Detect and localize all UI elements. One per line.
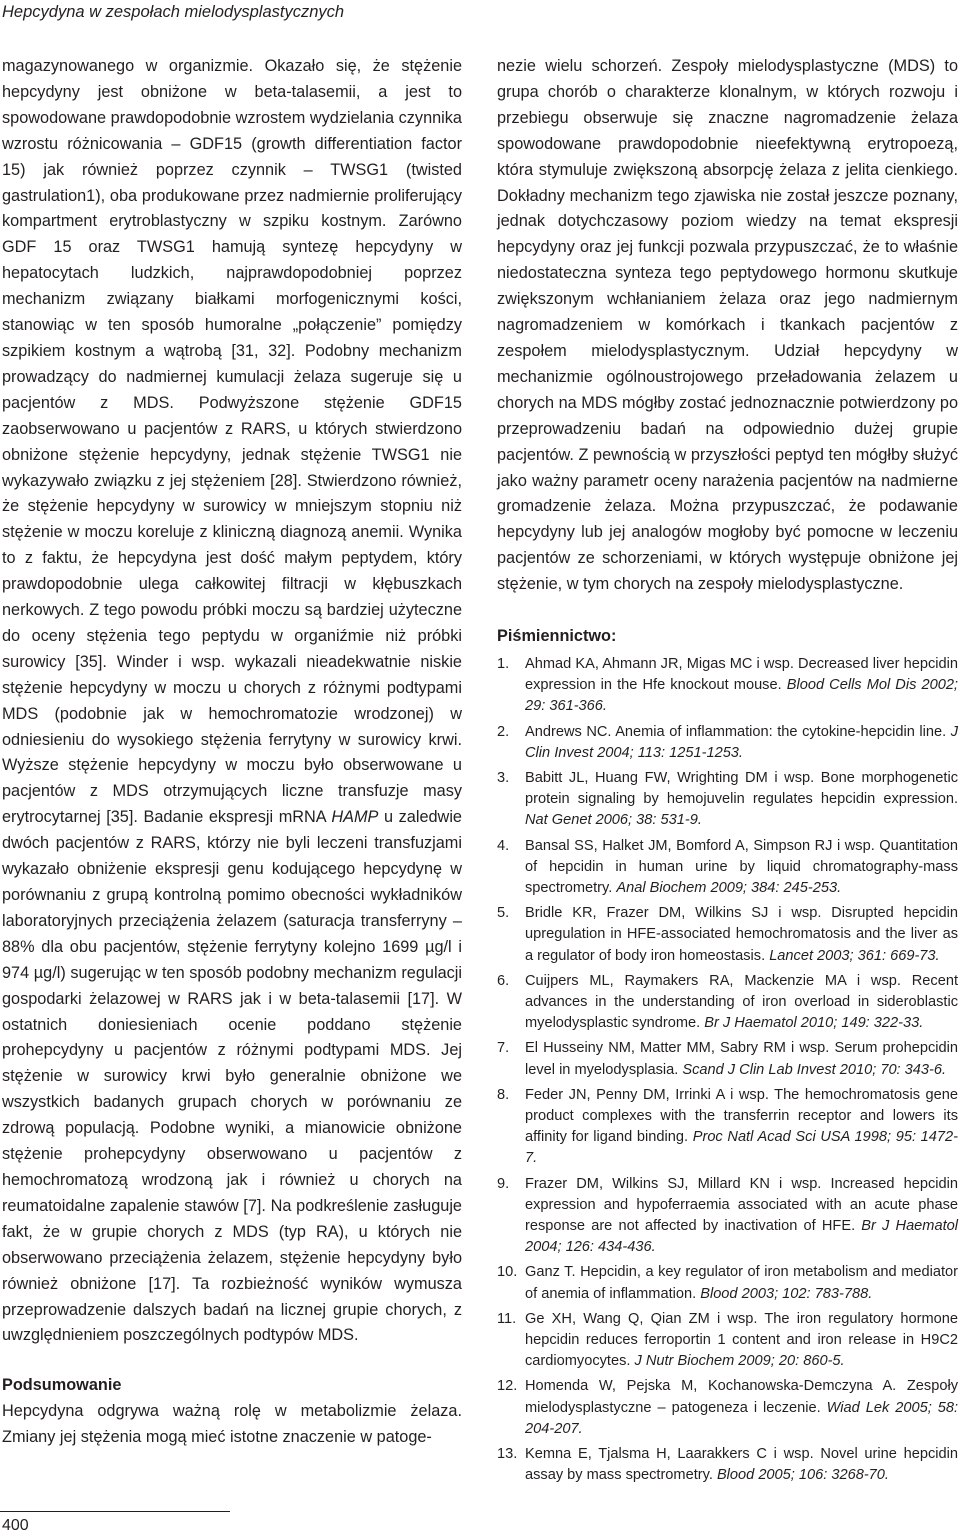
reference-citation: Wiad Lek 2005; 58: 204-207. bbox=[525, 1399, 959, 1437]
reference-number: 13. bbox=[497, 1446, 518, 1463]
reference-number: 7. bbox=[497, 1040, 510, 1057]
reference-citation: Proc Natl Acad Sci USA 1998; 95: 1472-7. bbox=[525, 1129, 958, 1167]
reference-item bbox=[497, 836, 958, 900]
body-text-left bbox=[2, 54, 462, 1349]
reference-text: Feder JN, Penny DM, Irrinki A i wsp. The hemochromatosis gene product complexes with the transferrin receptor and lowers its affinity for ligand binding. bbox=[525, 1086, 958, 1146]
reference-number: 5. bbox=[497, 905, 510, 922]
reference-item bbox=[497, 971, 958, 1035]
reference-text: Kemna E, Tjalsma H, Laarakkers C i wsp. Novel urine hepcidin assay by mass spectrometry. bbox=[525, 1446, 958, 1484]
running-header: Hepcydyna w zespołach mielodysplastycznych bbox=[2, 3, 345, 21]
reference-text: Frazer DM, Wilkins SJ, Millard KN i wsp. Increased hepcidin expression and hypoferraemia associated with an acute phase response are not affected by inactivation of HFE. bbox=[525, 1175, 958, 1235]
reference-citation: Br J Haematol 2004; 126: 434-436. bbox=[525, 1218, 958, 1256]
reference-text: El Husseiny NM, Matter MM, Sabry RM i wsp. Serum prohepcidin level in myelodysplasia. bbox=[525, 1040, 958, 1078]
reference-citation: Br J Haematol 2010; 149: 322-33. bbox=[704, 1015, 924, 1032]
reference-text: Ge XH, Wang Q, Qian ZM i wsp. The iron regulatory hormone hepcidin reduces ferroportin 1 content and iron release in H9C2 cardiomyocytes. bbox=[525, 1310, 958, 1370]
reference-number: 8. bbox=[497, 1086, 510, 1103]
reference-number: 10. bbox=[497, 1264, 518, 1281]
body-text-part-1: magazynowanego w organizmie. Okazało się, że stężenie hepcydyny jest obniżone w beta-talasemii, a jest to spowodowane prawdopodobnie wzrostem wydzielania czynnika wzrostu różnicowania – GDF15 (growth differentiation factor 15) jak również poprzez czynnik – TWSG1 (twisted gastrulation1), oba produkowane przez nadmiernie proliferujący kompartment erytroblastyczny w szpiku kostnym. Zarówno GDF 15 oraz TWSG1 hamują syntezę hepcydyny w hepatocytach ludzkich, najprawdopodobniej poprzez mechanizm związany białkami morfogenicznymi kości, stanowiąc w ten sposób humoralne „połączenie” pomiędzy szpikiem kostnym a wątrobą [31, 32]. Podobny mechanizm prowadzący do nadmiernej kumulacji żelaza sugeruje się u pacjentów z MDS. Podwyższone stężenie GDF15 zaobserwowano u pacjentów z RARS, u których stwierdzono obniżone stężenie hepcydyny, jednak stężenie TWSG1 nie wykazywało związku z jej stężeniem [28]. Stwierdzono również, że stężenie hepcydyny w surowicy w mniejszym stopniu niż stężenie w moczu koreluje z kliniczną diagnozą anemii. Wynika to z faktu, że hepcydyna jest dość małym peptydem, który prawdopodobnie ulega całkowitej filtracji w kłębuszkach nerkowych. Z tego powodu próbki moczu są bardziej użyteczne do oceny stężenia tego peptydu w organiźmie niż próbki surowicy [35]. Winder i wsp. wykazali nieadekwatnie niskie stężenie hepcydyny w moczu u chorych z różnymi podtypami MDS (podobnie jak w hemochromatozie wrodzonej) w odniesieniu do wysokiego stężenia ferrytyny w surowicy krwi. Wyższe stężenie hepcydyny w moczu było obserwowane u pacjentów z MDS otrzymujących liczne transfuzje masy erytrocytarnej [35]. Badanie ekspresji mRNA bbox=[2, 57, 462, 827]
reference-citation: Nat Genet 2006; 38: 531-9. bbox=[525, 812, 702, 829]
reference-citation: Blood 2005; 106: 3268-70. bbox=[716, 1467, 889, 1484]
summary-heading: Podsumowanie bbox=[2, 1376, 122, 1395]
reference-item bbox=[497, 1174, 958, 1259]
reference-citation: J Clin Invest 2004; 113: 1251-1253. bbox=[525, 723, 958, 761]
body-text-right: nezie wielu schorzeń. Zespoły mielodysplastyczne (MDS) to grupa chorób o charakterze klonalnym, w których rozwoju i przebiegu obserwuje się znaczne nagromadzenie żelaza spowodowane prawdopodobnie nieefektywną erytropoezą, która stymuluje zwiększoną absorpcję żelaza z jelita cienkiego. Dokładny mechanizm tego zjawiska nie został jeszcze poznany, jednak dotychczasowy poziom wiedzy na temat ekspresji hepcydyny oraz jej funkcji pozwala przypuszczać, że to właśnie niedostateczna synteza tego peptydowego hormonu skutkuje zwiększonym wchłanianiem żelaza oraz jego nadmiernym nagromadzeniem w komórkach i tkankach pacjentów z zespołem mielodysplastycznym. Udział hepcydyny w mechanizmie ogólnoustrojowego przeładowania żelazem u chorych na MDS mógłby zostać jednoznacznie potwierdzony po przeprowadzeniu badań na odpowiednio dużej grupie pacjentów. Z pewnością w przyszłości peptyd ten mógłby służyć jako ważny parametr oceny narażenia pacjentów na nadmierne gromadzenie żelaza. Można przypuszczać, że podawanie hepcydyny lub jej analogów mogłoby być pomocne w leczeniu pacjentów ze schorzeniami, w których występuje obniżone jej stężenie, w tym chorych na zespoły mielodysplastyczne. bbox=[497, 57, 958, 594]
gene-name: HAMP bbox=[331, 808, 379, 827]
reference-item bbox=[497, 654, 958, 718]
reference-citation: Anal Biochem 2009; 384: 245-253. bbox=[616, 879, 842, 896]
references-heading: Piśmiennictwo: bbox=[497, 627, 617, 646]
reference-item bbox=[497, 1262, 958, 1304]
reference-item bbox=[497, 1085, 958, 1170]
reference-text: Bansal SS, Halket JM, Bomford A, Simpson RJ i wsp. Quantitation of hepcidin in human urine by liquid chromatography-mass spectrometry. bbox=[525, 837, 958, 896]
reference-text: Babitt JL, Huang FW, Wrighting DM i wsp. Bone morphogenetic protein signaling by hemojuvelin regulates hepcidin expression. bbox=[525, 769, 958, 808]
reference-number: 12. bbox=[497, 1378, 518, 1395]
reference-text: Andrews NC. Anemia of inflammation: the cytokine-hepcidin line. bbox=[525, 723, 951, 740]
reference-citation: J Nutr Biochem 2009; 20: 860-5. bbox=[634, 1353, 845, 1370]
reference-number: 4. bbox=[497, 837, 510, 854]
page-number: 400 bbox=[2, 1517, 29, 1534]
reference-text: Ahmad KA, Ahmann JR, Migas MC i wsp. Decreased liver hepcidin expression in the Hfe knockout mouse. bbox=[525, 655, 958, 694]
reference-item bbox=[497, 1444, 958, 1486]
reference-number: 6. bbox=[497, 972, 510, 989]
reference-text: Cuijpers ML, Raymakers RA, Mackenzie MA i wsp. Recent advances in the understanding of iron overload in sideroblastic myelodysplastic syndrome. bbox=[525, 972, 958, 1032]
reference-number: 3. bbox=[497, 769, 510, 786]
footer-rule bbox=[0, 1511, 230, 1512]
reference-citation: Lancet 2003; 361: 669-73. bbox=[769, 947, 940, 964]
reference-citation: Blood 2003; 102: 783-788. bbox=[700, 1285, 873, 1302]
reference-item bbox=[497, 1309, 958, 1373]
reference-item bbox=[497, 722, 958, 764]
reference-number: 11. bbox=[497, 1310, 517, 1327]
reference-number: 9. bbox=[497, 1175, 510, 1192]
reference-item bbox=[497, 1376, 958, 1440]
right-column bbox=[497, 54, 958, 1490]
reference-item bbox=[497, 903, 958, 967]
reference-item bbox=[497, 1038, 958, 1080]
summary-text: Hepcydyna odgrywa ważną rolę w metabolizmie żelaza. Zmiany jej stężenia mogą mieć istotne znaczenie w patoge- bbox=[2, 1402, 462, 1447]
reference-text: Homenda W, Pejska M, Kochanowska-Demczyna A. Zespoły mielodysplastyczne – patogeneza i leczenie. bbox=[525, 1378, 958, 1416]
reference-citation: Blood Cells Mol Dis 2002; 29: 361-366. bbox=[525, 677, 958, 715]
reference-number: 2. bbox=[497, 723, 510, 740]
references-list bbox=[497, 654, 958, 1487]
body-text-part-2: u zaledwie dwóch pacjentów z RARS, którzy nie byli leczeni transfuzjami wykazało obniżenie ekspresji genu kodującego hepcydynę w porównaniu z grupą kontrolną pomimo obecności wykładników laboratoryjnych przeciążenia żelazem (saturacja transferryny – 88% dla obu pacjentów, stężenie ferrytyny kolejno 1699 µg/l i 974 µg/l) sugerując w ten sposób podobny mechanizm regulacji gospodarki żelazowej w RARS jak i w beta-talasemii [17]. W ostatnich doniesieniach ocenie poddano stężenie prohepcydyny u pacjentów z różnymi podtypami MDS. Jej stężenie w surowicy krwi było generalnie obniżone we wszystkich badanych grupach chorych w porównaniu ze zdrową populacją. Podobne wyniki, a mianowicie obniżone stężenie prohepcydyny obserwowano u pacjentów z hemochromatozą wrodzoną jak i również u chorych na reumatoidalne zapalenie stawów [7]. Na podkreślenie zasługuje fakt, że w grupie chorych z MDS (typ RA), u których nie obserwowano przeciążenia żelazem, stężenie hepcydyny było również obniżone [17]. Ta rozbieżność wyników wymusza przeprowadzenie dalszych badań na licznej grupie chorych, z uwzględnieniem poszczególnych podtypów MDS. bbox=[2, 808, 462, 1345]
reference-number: 1. bbox=[497, 655, 510, 672]
reference-item bbox=[497, 768, 958, 832]
reference-citation: Scand J Clin Lab Invest 2010; 70: 343-6. bbox=[682, 1061, 947, 1078]
left-column bbox=[2, 54, 462, 1451]
reference-text: Bridle KR, Frazer DM, Wilkins SJ i wsp. Disrupted hepcidin upregulation in HFE-associated hemochromatosis and the liver as a regulator of body iron homeostasis. bbox=[525, 905, 958, 964]
reference-text: Ganz T. Hepcidin, a key regulator of iron metabolism and mediator of anemia of inflammation. bbox=[525, 1264, 958, 1302]
